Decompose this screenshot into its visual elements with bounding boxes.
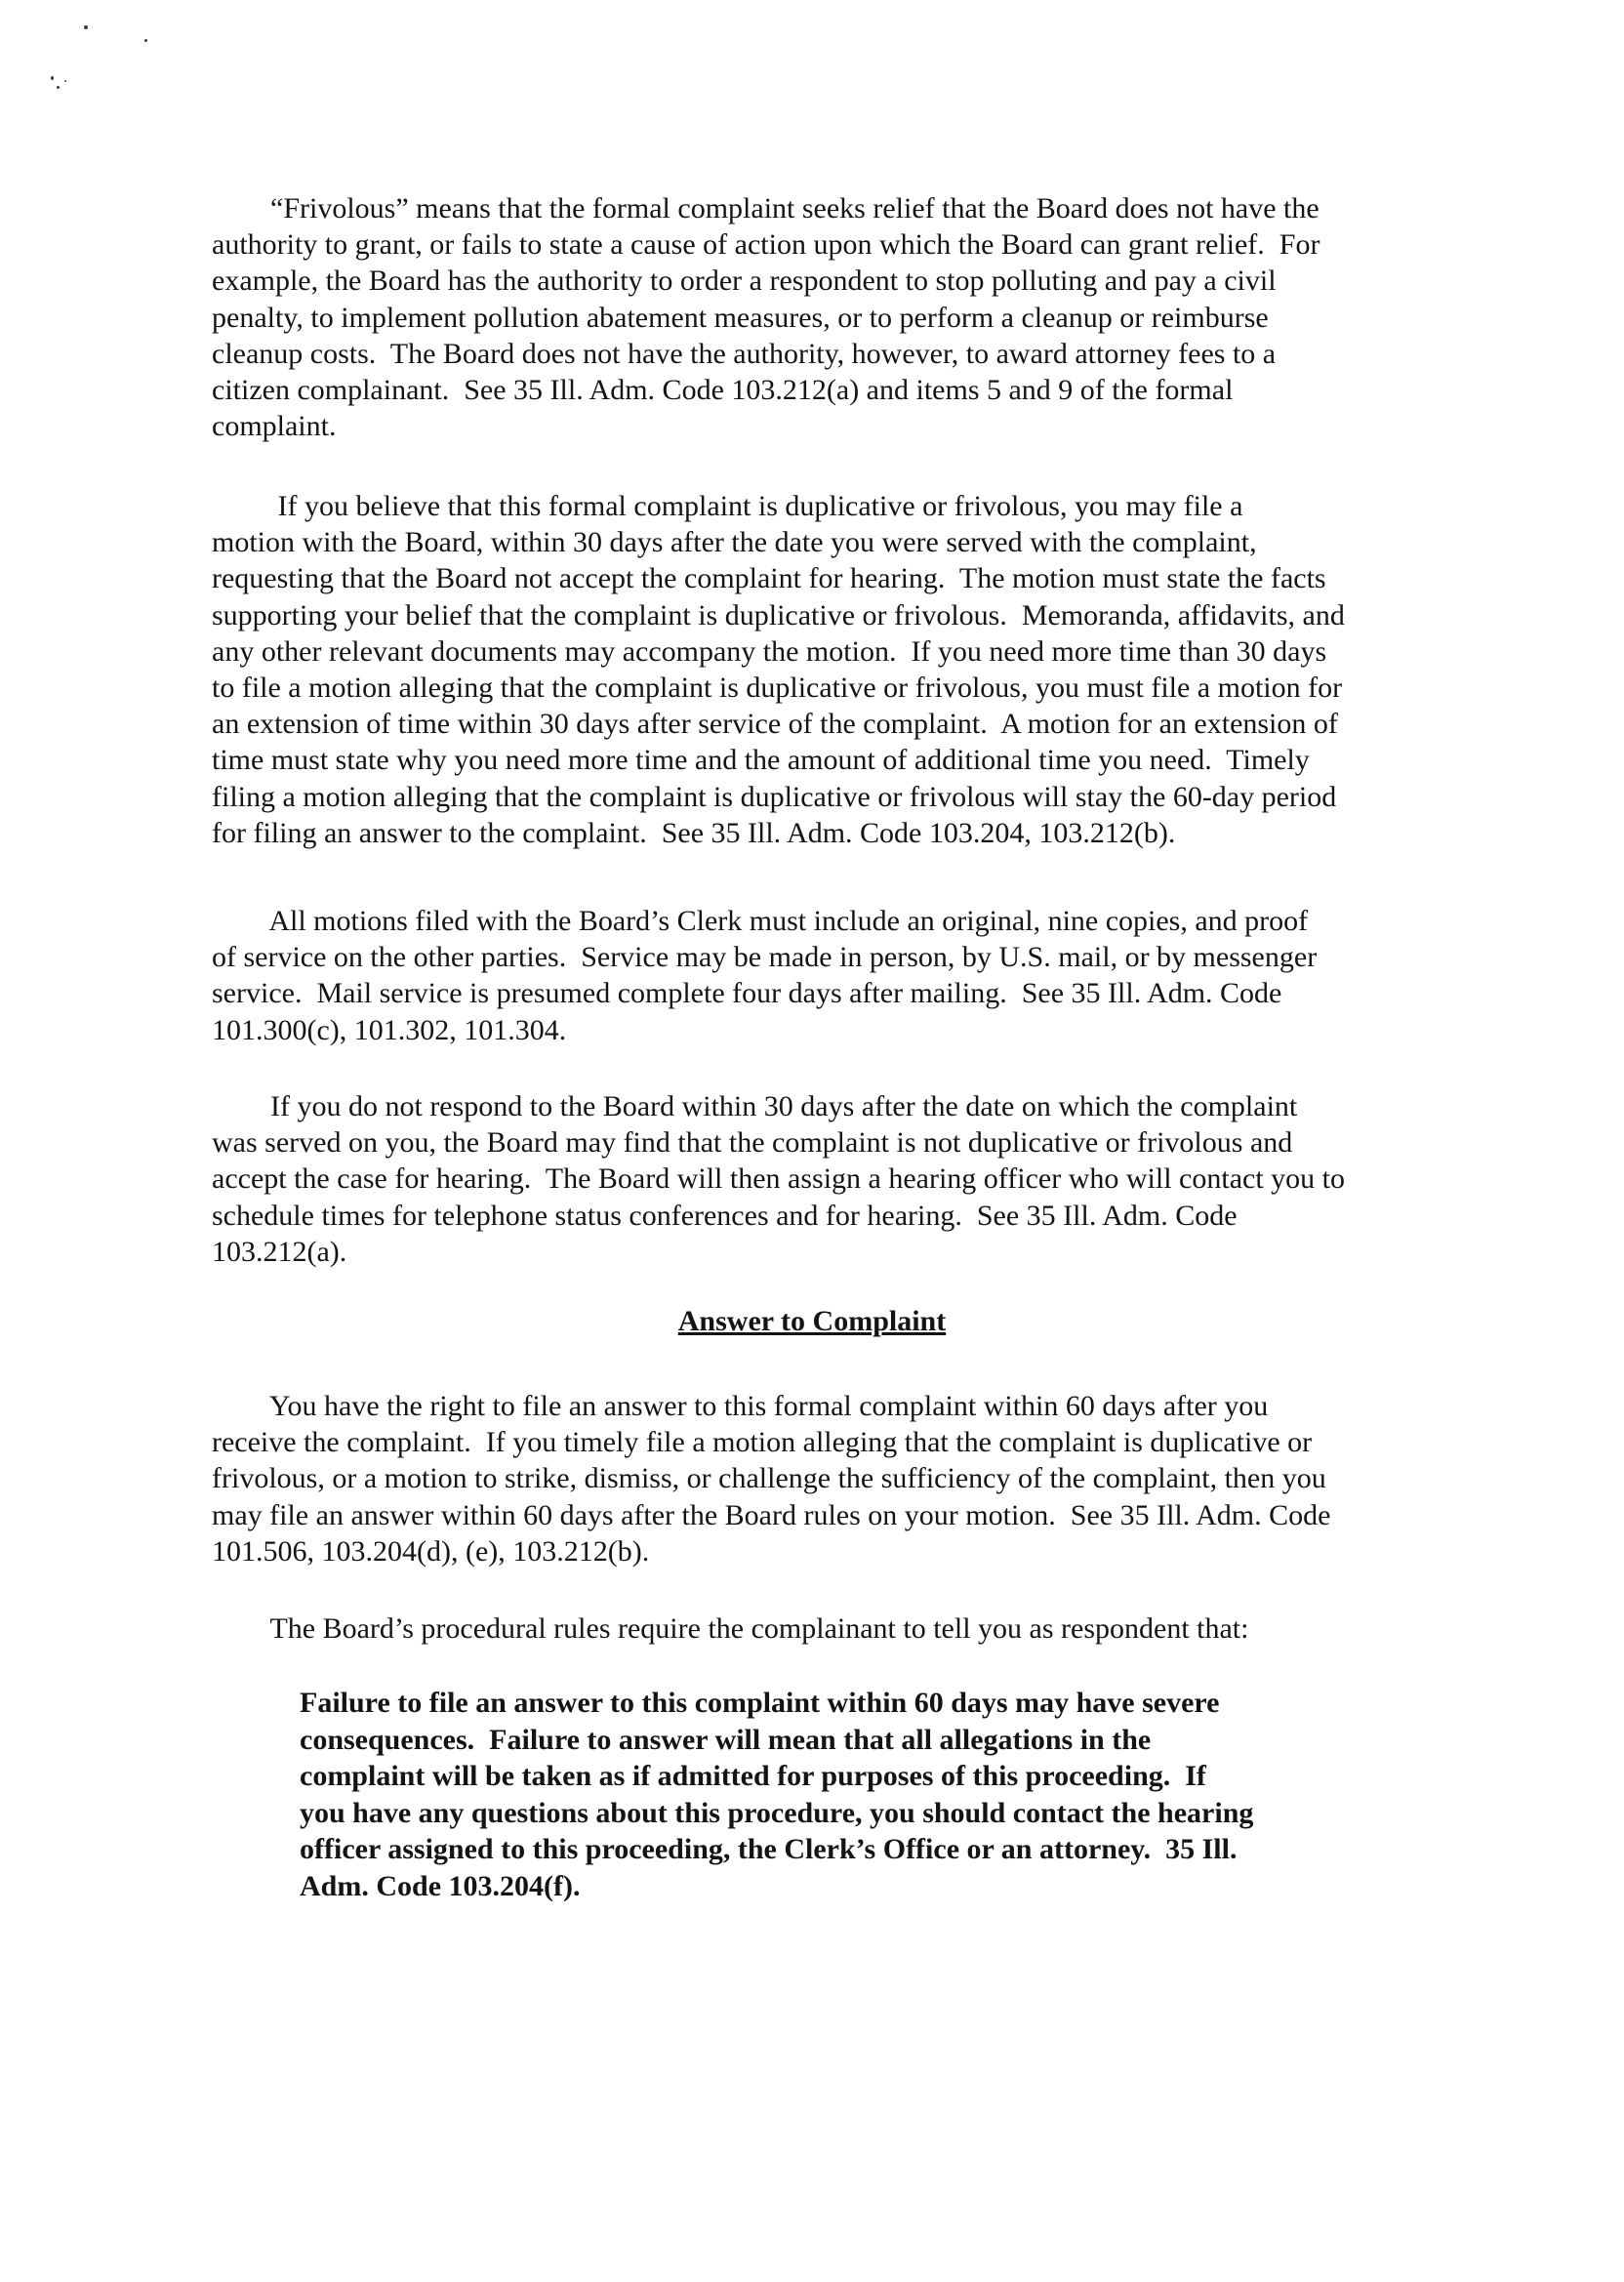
text-line: 103.212(a). xyxy=(212,1235,347,1268)
text-line: may file an answer within 60 days after the Board rules on your motion. See 35 Ill. Adm. Code xyxy=(212,1498,1331,1531)
text-line: frivolous, or a motion to strike, dismiss, or challenge the sufficiency of the complaint, then you xyxy=(212,1462,1326,1495)
notice-line: consequences. Failure to answer will mean that all allegations in the xyxy=(300,1723,1152,1756)
notice-line: Adm. Code 103.204(f). xyxy=(300,1869,581,1902)
text-line: accept the case for hearing. The Board will then assign a hearing officer who will contact you to xyxy=(212,1162,1345,1196)
text-line: example, the Board has the authority to order a respondent to stop polluting and pay a civil xyxy=(212,265,1277,298)
notice-line: complaint will be taken as if admitted for purposes of this proceeding. If xyxy=(300,1760,1206,1793)
text-line: authority to grant, or fails to state a cause of action upon which the Board can grant relief. For xyxy=(212,228,1320,262)
scan-speck xyxy=(144,39,147,42)
text-line: service. Mail service is presumed complete four days after mailing. See 35 Ill. Adm. Code xyxy=(212,977,1282,1010)
scan-speck xyxy=(57,86,60,89)
section-heading: Answer to Complaint xyxy=(677,1305,947,1337)
text-line: If you do not respond to the Board within 30 days after the date on which the complaint xyxy=(212,1090,1298,1122)
text-line: was served on you, the Board may find that the complaint is not duplicative or frivolous and xyxy=(212,1126,1293,1160)
text-line: cleanup costs. The Board does not have the authority, however, to award attorney fees to a xyxy=(212,337,1277,370)
text-line: schedule times for telephone status conferences and for hearing. See 35 Ill. Adm. Code xyxy=(212,1199,1238,1232)
paragraph-motion xyxy=(212,488,1471,851)
scan-speck xyxy=(64,80,66,82)
notice-line: you have any questions about this procedure, you should contact the hearing xyxy=(300,1796,1254,1829)
notice-block xyxy=(300,1685,1559,1905)
text-line: citizen complainant. See 35 Ill. Adm. Code 103.212(a) and items 5 and 9 of the formal xyxy=(212,374,1234,407)
text-line: to file a motion alleging that the complaint is duplicative or frivolous, you must file a motion for xyxy=(212,672,1343,705)
text-line: time must state why you need more time and the amount of additional time you need. Timely xyxy=(212,744,1310,777)
text-line: motion with the Board, within 30 days after the date you were served with the complaint, xyxy=(212,526,1257,559)
text-line: requesting that the Board not accept the complaint for hearing. The motion must state the facts xyxy=(212,562,1326,595)
text-line: 101.300(c), 101.302, 101.304. xyxy=(212,1013,567,1046)
text-line: of service on the other parties. Service may be made in person, by U.S. mail, or by messenger xyxy=(212,941,1318,974)
text-line: supporting your belief that the complaint is duplicative or frivolous. Memoranda, affidavits, and xyxy=(212,598,1345,632)
text-line: complaint. xyxy=(212,410,337,443)
paragraph-filing xyxy=(212,903,1471,1048)
text-line: receive the complaint. If you timely file a motion alleging that the complaint is duplicative or xyxy=(212,1426,1313,1459)
paragraph-right-to-answer xyxy=(212,1388,1471,1569)
paragraph-no-response xyxy=(212,1088,1471,1270)
scan-speck xyxy=(84,25,88,29)
notice-line: officer assigned to this proceeding, the Clerk’s Office or an attorney. 35 Ill. xyxy=(300,1833,1238,1866)
text-line: filing a motion alleging that the complaint is duplicative or frivolous will stay the 60-day period xyxy=(212,780,1337,813)
paragraph-frivolous xyxy=(212,190,1471,444)
text-line: any other relevant documents may accompany the motion. If you need more time than 30 days xyxy=(212,634,1327,668)
text-line: “Frivolous” means that the formal complaint seeks relief that the Board does not have the xyxy=(212,192,1320,224)
text-line: You have the right to file an answer to this formal complaint within 60 days after you xyxy=(212,1390,1269,1422)
text-line: 101.506, 103.204(d), (e), 103.212(b). xyxy=(212,1534,650,1568)
notice-line: Failure to file an answer to this complaint within 60 days may have severe xyxy=(300,1687,1220,1719)
scan-speck xyxy=(51,76,54,80)
text-line: The Board’s procedural rules require the complainant to tell you as respondent that: xyxy=(212,1612,1249,1645)
text-line: penalty, to implement pollution abatement measures, or to perform a cleanup or reimburse xyxy=(212,301,1269,334)
text-line: for filing an answer to the complaint. See 35 Ill. Adm. Code 103.204, 103.212(b). xyxy=(212,816,1176,849)
text-line: If you believe that this formal complaint is duplicative or frivolous, you may file a xyxy=(212,490,1243,522)
text-line: an extension of time within 30 days after service of the complaint. A motion for an extension of xyxy=(212,708,1338,741)
text-line: All motions filed with the Board’s Clerk must include an original, nine copies, and proof xyxy=(212,905,1309,937)
paragraph-rules xyxy=(212,1610,1471,1647)
